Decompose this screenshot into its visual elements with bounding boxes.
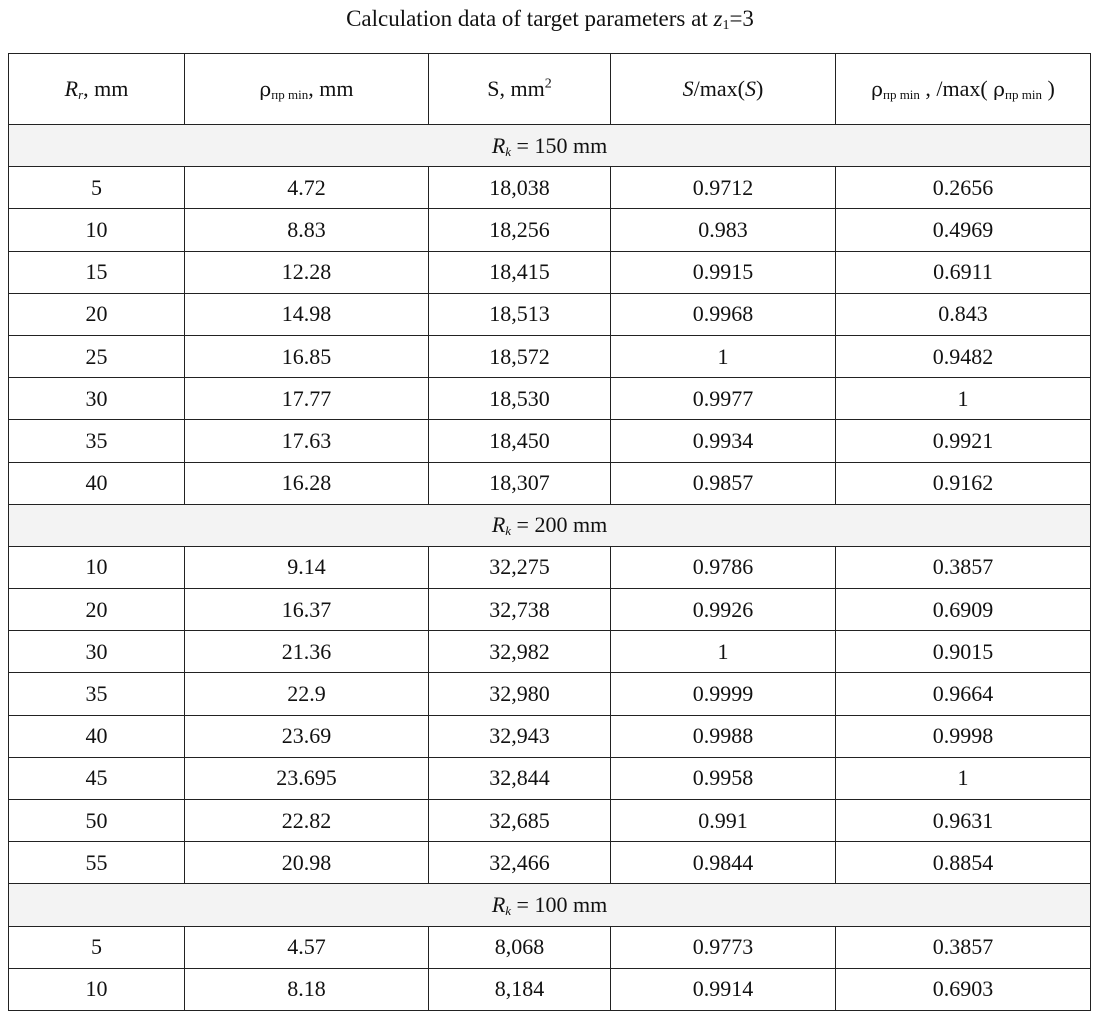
- cell-rho-min: 8.18: [185, 968, 429, 1010]
- cell-rr: 30: [9, 378, 185, 420]
- header-rr: Rr, mm: [9, 54, 185, 125]
- table-row: [9, 420, 1091, 462]
- cell-rr: 10: [9, 968, 185, 1010]
- cell-rr: 55: [9, 842, 185, 884]
- caption-text: Calculation data of target parameters at: [346, 6, 714, 31]
- table-row: [9, 589, 1091, 631]
- cell-rho-ratio: 0.9998: [836, 715, 1091, 757]
- header-area: S, $mm^2$: [429, 54, 611, 125]
- cell-rho-min: 20.98: [185, 842, 429, 884]
- cell-rho-ratio: 0.9162: [836, 462, 1091, 504]
- cell-rr: 40: [9, 462, 185, 504]
- caption-subscript: 1: [722, 18, 730, 33]
- group-header-row: [9, 504, 1091, 546]
- cell-rr: 10: [9, 209, 185, 251]
- cell-rho-ratio: 0.4969: [836, 209, 1091, 251]
- cell-rho-min: 14.98: [185, 293, 429, 335]
- cell-rho-ratio: 0.2656: [836, 167, 1091, 209]
- cell-rho-min: 22.82: [185, 800, 429, 842]
- header-row: [9, 54, 1091, 125]
- cell-rho-min: 4.57: [185, 926, 429, 968]
- cell-rr: 30: [9, 631, 185, 673]
- cell-s-ratio: 0.9988: [611, 715, 836, 757]
- cell-area: 32,844: [429, 757, 611, 799]
- cell-rho-ratio: 0.6909: [836, 589, 1091, 631]
- cell-rho-min: 23.69: [185, 715, 429, 757]
- group-label: Rk = 200 mm: [9, 504, 1091, 546]
- caption-variable: z: [713, 6, 723, 31]
- cell-rho-ratio: 0.9631: [836, 800, 1091, 842]
- cell-area: 18,513: [429, 293, 611, 335]
- cell-rr: 35: [9, 420, 185, 462]
- cell-rr: 40: [9, 715, 185, 757]
- table-row: [9, 715, 1091, 757]
- cell-s-ratio: 0.9999: [611, 673, 836, 715]
- cell-s-ratio: 0.983: [611, 209, 836, 251]
- cell-rho-min: 23.695: [185, 757, 429, 799]
- cell-area: 32,275: [429, 546, 611, 588]
- cell-area: 32,982: [429, 631, 611, 673]
- cell-s-ratio: 0.9712: [611, 167, 836, 209]
- cell-rho-ratio: 0.9482: [836, 335, 1091, 377]
- cell-rho-ratio: 0.843: [836, 293, 1091, 335]
- table-row: [9, 757, 1091, 799]
- cell-rho-ratio: 0.3857: [836, 926, 1091, 968]
- cell-area: 32,466: [429, 842, 611, 884]
- cell-rr: 25: [9, 335, 185, 377]
- cell-s-ratio: 0.9977: [611, 378, 836, 420]
- table-row: [9, 167, 1091, 209]
- cell-area: 18,530: [429, 378, 611, 420]
- cell-rr: 45: [9, 757, 185, 799]
- cell-s-ratio: 0.9857: [611, 462, 836, 504]
- cell-area: 18,256: [429, 209, 611, 251]
- header-rho-min: ρпр min, mm: [185, 54, 429, 125]
- cell-rho-min: 17.77: [185, 378, 429, 420]
- group-label: Rk = 150 mm: [9, 125, 1091, 167]
- cell-rr: 35: [9, 673, 185, 715]
- group-header-row: [9, 125, 1091, 167]
- cell-rr: 5: [9, 167, 185, 209]
- cell-area: 18,038: [429, 167, 611, 209]
- table-row: [9, 800, 1091, 842]
- cell-s-ratio: 0.9934: [611, 420, 836, 462]
- cell-s-ratio: 0.9786: [611, 546, 836, 588]
- cell-rho-min: 16.37: [185, 589, 429, 631]
- cell-rho-ratio: 0.3857: [836, 546, 1091, 588]
- cell-rr: 5: [9, 926, 185, 968]
- cell-area: 18,307: [429, 462, 611, 504]
- cell-s-ratio: 0.9926: [611, 589, 836, 631]
- table-row: [9, 842, 1091, 884]
- table-row: [9, 673, 1091, 715]
- cell-rho-ratio: 0.9664: [836, 673, 1091, 715]
- cell-s-ratio: 0.991: [611, 800, 836, 842]
- cell-rr: 10: [9, 546, 185, 588]
- cell-rho-ratio: 1: [836, 757, 1091, 799]
- cell-s-ratio: 0.9844: [611, 842, 836, 884]
- cell-rho-min: 16.28: [185, 462, 429, 504]
- cell-s-ratio: 1: [611, 335, 836, 377]
- table-row: [9, 968, 1091, 1010]
- table-row: [9, 293, 1091, 335]
- cell-s-ratio: 0.9958: [611, 757, 836, 799]
- cell-rho-min: 16.85: [185, 335, 429, 377]
- cell-rr: 20: [9, 293, 185, 335]
- table-row: [9, 251, 1091, 293]
- cell-area: 32,943: [429, 715, 611, 757]
- cell-area: 18,572: [429, 335, 611, 377]
- cell-s-ratio: 0.9914: [611, 968, 836, 1010]
- cell-s-ratio: 1: [611, 631, 836, 673]
- cell-rho-min: 22.9: [185, 673, 429, 715]
- table-row: [9, 335, 1091, 377]
- cell-area: 18,450: [429, 420, 611, 462]
- header-rho-ratio: ρпр min , /max( ρпр min ): [836, 54, 1091, 125]
- cell-rr: 15: [9, 251, 185, 293]
- cell-s-ratio: 0.9968: [611, 293, 836, 335]
- cell-s-ratio: 0.9773: [611, 926, 836, 968]
- table-body: [9, 125, 1091, 1011]
- cell-area: 32,980: [429, 673, 611, 715]
- cell-rho-min: 12.28: [185, 251, 429, 293]
- table-row: [9, 546, 1091, 588]
- cell-rho-ratio: 0.9015: [836, 631, 1091, 673]
- group-header-row: [9, 884, 1091, 926]
- cell-area: 32,738: [429, 589, 611, 631]
- cell-rho-min: 8.83: [185, 209, 429, 251]
- table-caption: [0, 5, 1100, 33]
- cell-area: 18,415: [429, 251, 611, 293]
- cell-rho-min: 9.14: [185, 546, 429, 588]
- data-table: [8, 53, 1091, 1011]
- cell-area: 8,184: [429, 968, 611, 1010]
- table-row: [9, 209, 1091, 251]
- cell-rho-ratio: 0.6911: [836, 251, 1091, 293]
- cell-rho-ratio: 1: [836, 378, 1091, 420]
- cell-rho-min: 21.36: [185, 631, 429, 673]
- cell-area: 32,685: [429, 800, 611, 842]
- cell-rho-ratio: 0.6903: [836, 968, 1091, 1010]
- cell-rho-ratio: 0.8854: [836, 842, 1091, 884]
- cell-rho-min: 17.63: [185, 420, 429, 462]
- group-label: Rk = 100 mm: [9, 884, 1091, 926]
- cell-area: 8,068: [429, 926, 611, 968]
- table-row: [9, 462, 1091, 504]
- table-row: [9, 631, 1091, 673]
- caption-value: =3: [729, 6, 754, 31]
- cell-rr: 20: [9, 589, 185, 631]
- cell-s-ratio: 0.9915: [611, 251, 836, 293]
- cell-rr: 50: [9, 800, 185, 842]
- table-row: [9, 926, 1091, 968]
- cell-rho-min: 4.72: [185, 167, 429, 209]
- header-s-ratio: S/max(S): [611, 54, 836, 125]
- cell-rho-ratio: 0.9921: [836, 420, 1091, 462]
- table-row: [9, 378, 1091, 420]
